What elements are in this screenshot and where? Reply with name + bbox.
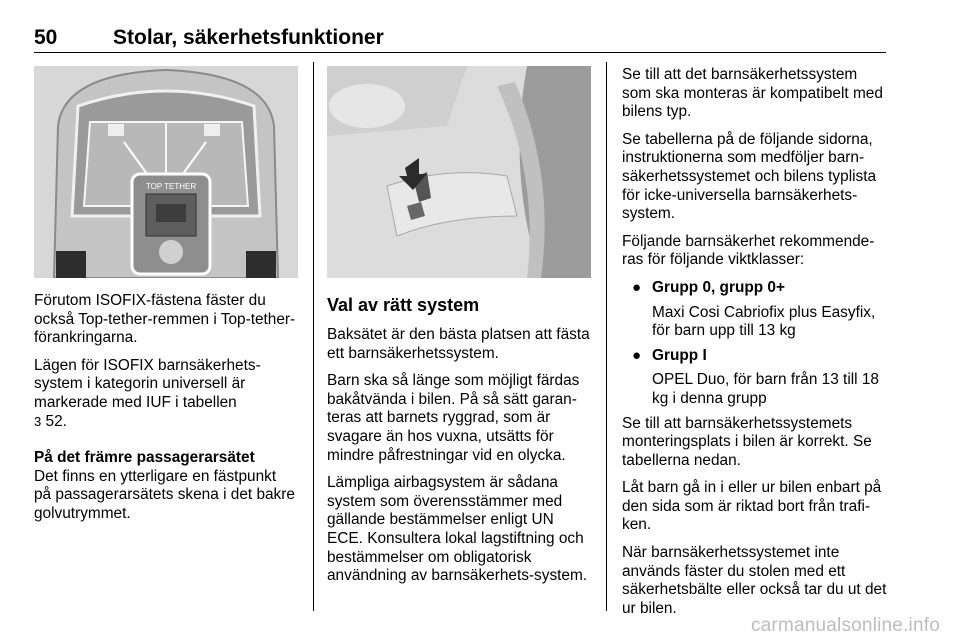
bullet-dot-icon: ●	[632, 278, 642, 296]
page-title: Stolar, säkerhetsfunktioner	[113, 26, 384, 49]
top-tether-label: TOP TETHER	[145, 182, 197, 191]
column-2	[327, 294, 591, 595]
page-number: 50	[34, 26, 58, 49]
col3-paragraph-5: Låt barn gå in i eller ur bilen enbart på den sida som är riktad bort från trafi-ken.	[622, 479, 882, 534]
col1-paragraph-1: Förutom ISOFIX-fästena fäster du också Top-tether-remmen i Top-tether-förankringarna.	[34, 292, 296, 347]
col1-paragraph-3: Det finns en ytterligare en fästpunkt på passagerarsätets skena i det bakre golvutrymmet.	[34, 467, 295, 522]
arrow-ref-icon: 3	[34, 413, 42, 429]
list-item-title: Grupp I	[652, 346, 707, 364]
seat-rail-anchor-illustration	[327, 66, 591, 278]
bullet-dot-icon: ●	[632, 346, 642, 364]
header-divider	[34, 52, 886, 53]
col3-paragraph-2: Se tabellerna på de följande sidorna, instruktionerna som medföljer barn-säkerhetssystemet och bilens typlista för icke-universella barnsäkerhets-system.	[622, 130, 877, 223]
col2-paragraph-3: Lämpliga airbagsystem är sådana system som överensstämmer med gällande bestämmelser enligt UN ECE. Konsultera lokal lagstiftning och bestämmelser om obligatorisk användning av barnsäkerhets-system.	[327, 474, 588, 585]
col3-paragraph-1: Se till att det barnsäkerhetssystem som ska monteras är kompatibelt med bilens typ.	[622, 66, 883, 121]
col3-paragraph-4: Se till att barnsäkerhetssystemets monteringsplats i bilen är korrekt. Se tabellerna nedan.	[622, 414, 872, 469]
column-3	[622, 66, 888, 627]
watermark: carmanualsonline.info	[750, 615, 940, 636]
illustration-top-tether	[34, 66, 298, 278]
column-divider-1	[313, 62, 314, 611]
list-item-text: Maxi Cosi Cabriofix plus Easyfix, för barn upp till 13 kg	[652, 303, 876, 340]
list-item	[622, 347, 888, 409]
list-item-text: OPEL Duo, för barn från 13 till 18 kg i denna grupp	[652, 371, 879, 407]
column-divider-2	[606, 62, 607, 611]
column-1	[34, 292, 296, 533]
section-heading: Val av rätt system	[327, 295, 480, 315]
col2-paragraph-1: Baksätet är den bästa platsen att fästa ett barnsäkerhetssystem.	[327, 326, 590, 362]
list-item	[622, 279, 888, 341]
car-rear-tether-illustration	[34, 66, 298, 278]
list-item-title: Grupp 0, grupp 0+	[652, 278, 785, 296]
col1-paragraph-2-text: Lägen för ISOFIX barnsäkerhets-system i kategorin universell är markerade med IUF i tabellen	[34, 356, 261, 411]
col1-subheading: På det främre passagerarsätet	[34, 449, 255, 467]
col3-paragraph-6: När barnsäkerhetssystemet inte används fäster du stolen med ett säkerhetsbälte eller också tar du ut det ur bilen.	[622, 544, 887, 617]
col1-paragraph-2	[34, 357, 296, 431]
illustration-seat-rail-anchor	[327, 66, 591, 278]
page-header	[34, 26, 886, 52]
page-reference[interactable]: 52.	[45, 412, 67, 430]
col3-paragraph-3: Följande barnsäkerhet rekommende-ras för följande viktklasser:	[622, 232, 875, 269]
col2-paragraph-2: Barn ska så länge som möjligt färdas bakåtvända i bilen. På så sätt garan-teras att barnets ryggrad, som är svagare än hos vuxna, utsätts för mindre påfrestningar vid en olycka.	[327, 372, 580, 464]
